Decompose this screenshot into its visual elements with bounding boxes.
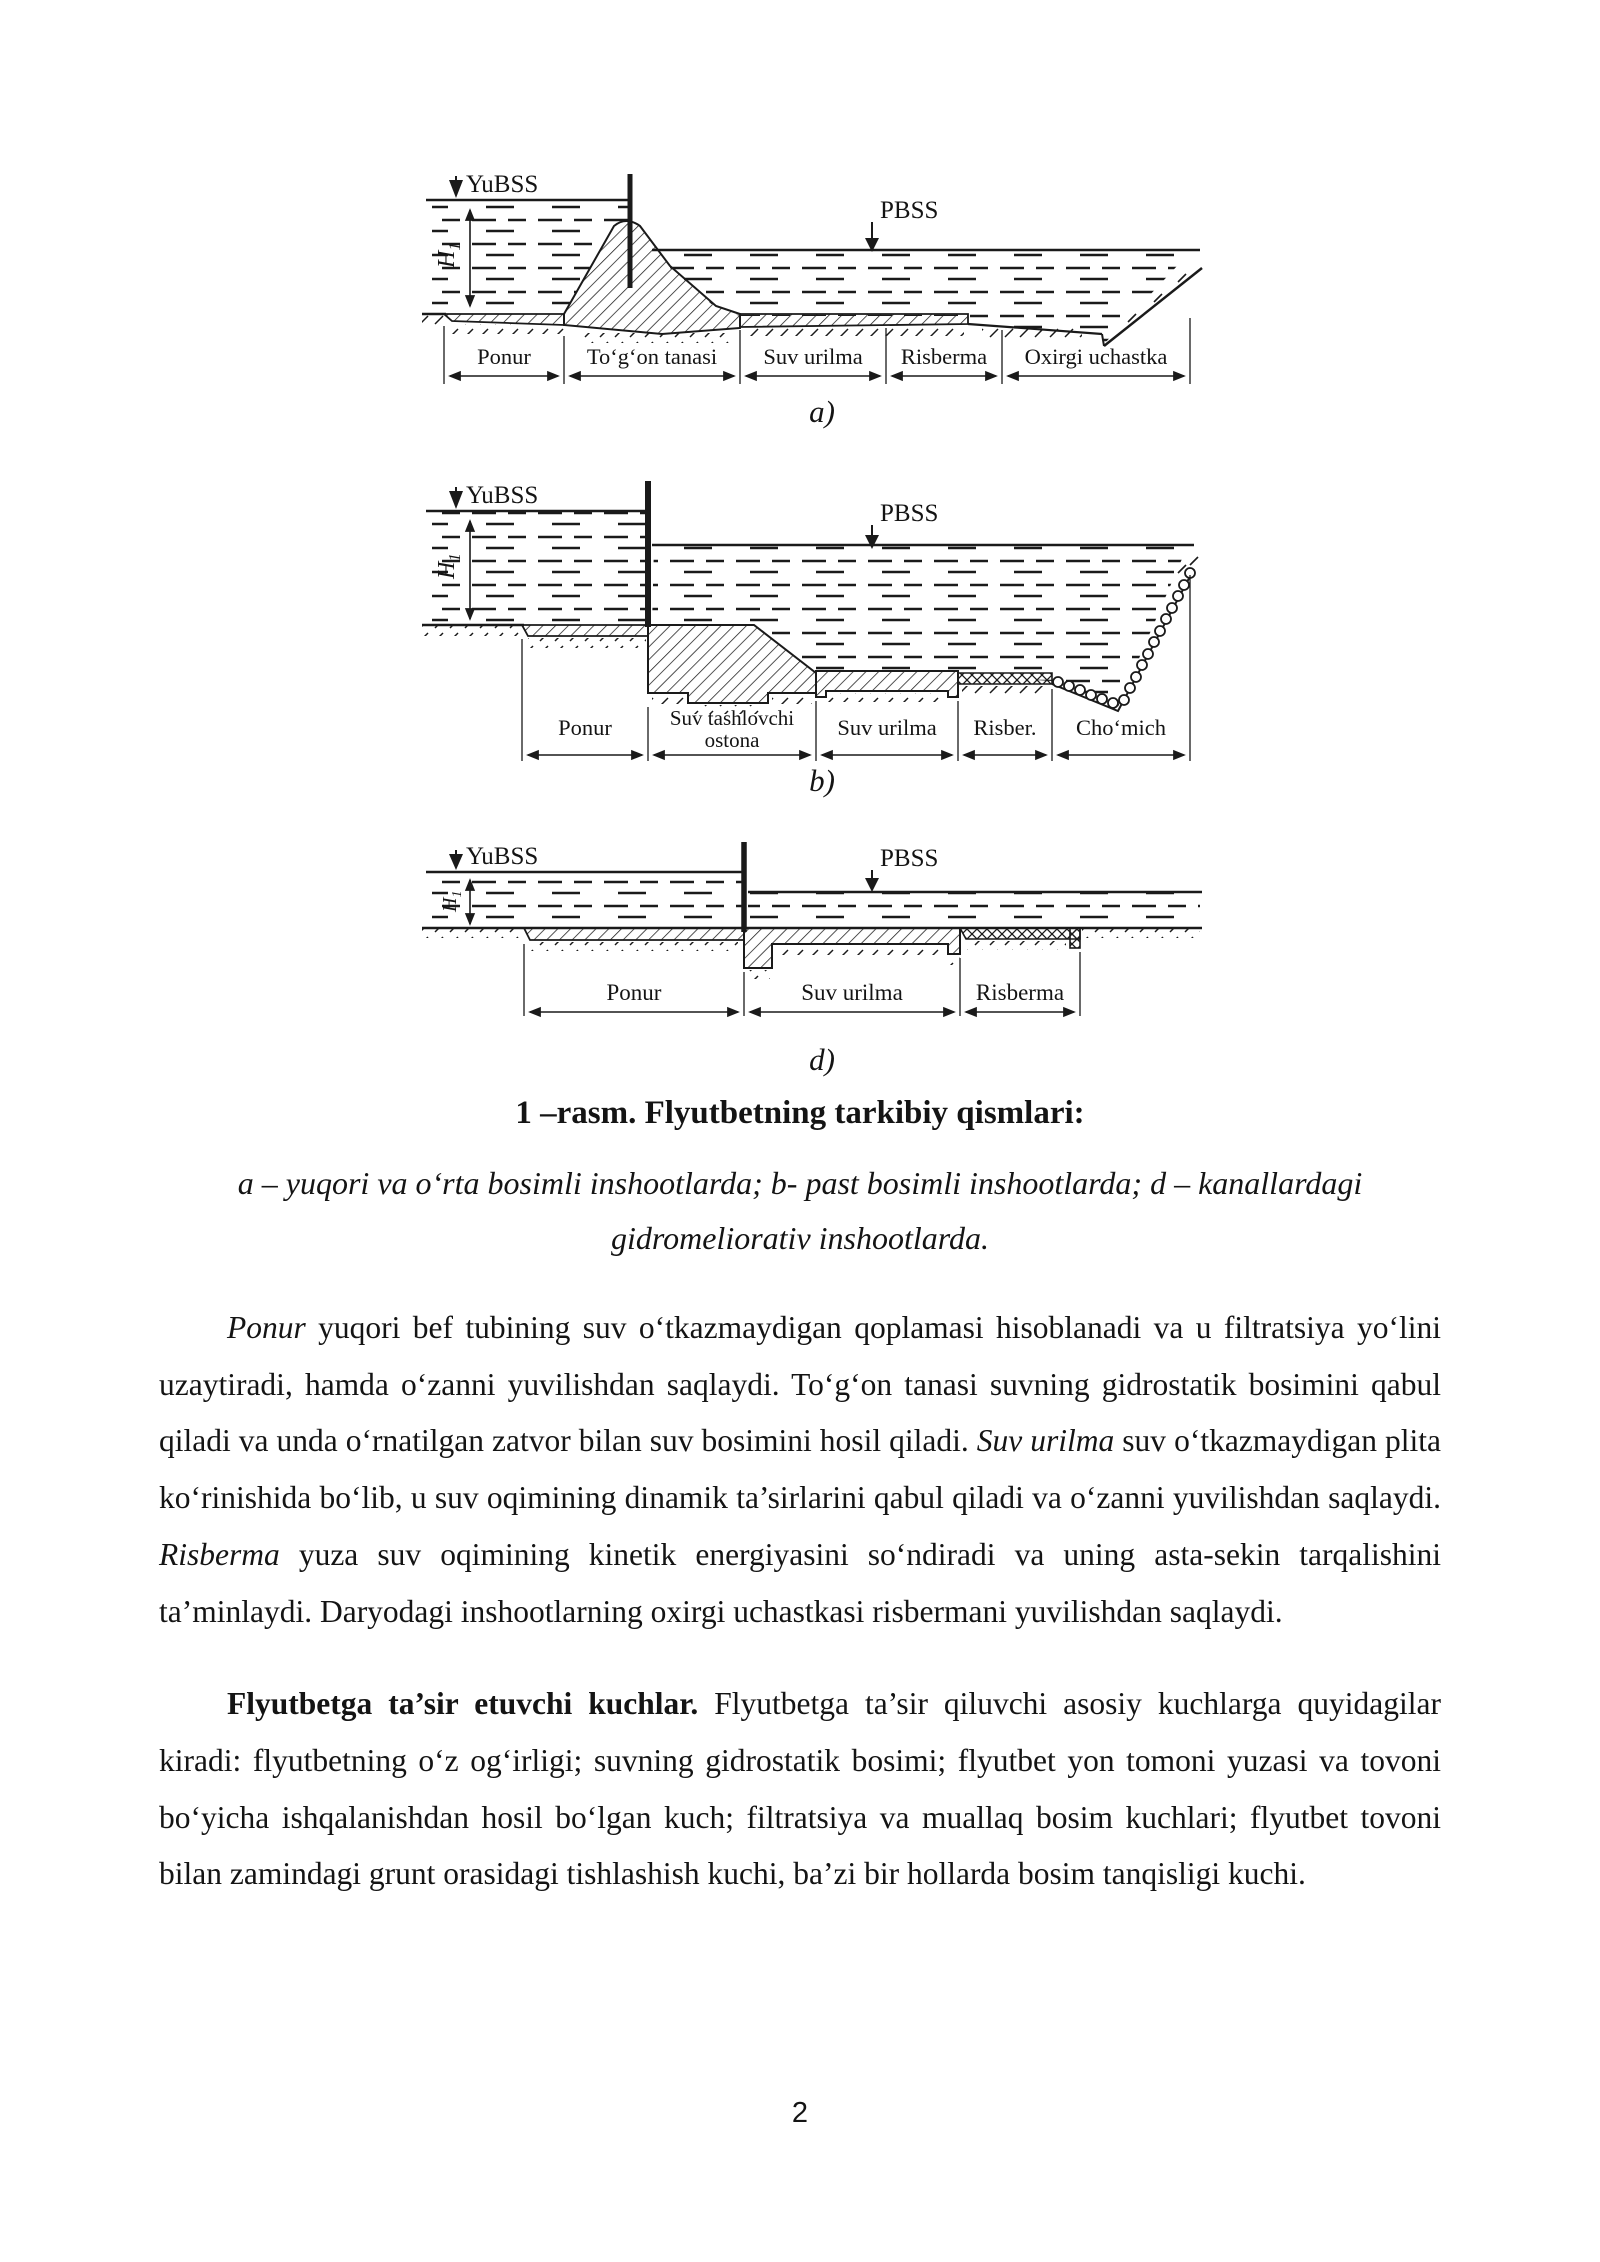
downstream-level-mark-d [865, 845, 938, 892]
stilling-basin-b [816, 671, 958, 702]
head-label-a: $H_1$ [434, 242, 464, 268]
figure-caption-title: 1 –rasm. Flyutbetning tarkibiy qismlari: [515, 1095, 1085, 1131]
text-run: suv oʻtkazmaydigan plita koʻrinishida boʻlib, u suv oqimining dinamik ta’sirlarini qabul qiladi va oʻzanni yuvilishdan saqlaydi. [159, 1423, 1442, 1516]
diagram-d-caption: d) [809, 1042, 835, 1077]
segment-labels-a [477, 344, 1167, 369]
segment-label: Ponur [606, 980, 662, 1005]
diagram-a-caption: a) [809, 394, 835, 429]
segment-label: Toʻgʻon tanasi [586, 344, 718, 369]
apron-structure-a [740, 314, 968, 336]
head-label-d: $H_1$ [439, 890, 465, 912]
diagram-b-caption: b) [809, 763, 835, 798]
segment-label: Suv urilma [837, 715, 937, 740]
segment-label: Ponur [477, 344, 531, 369]
page-number: 2 [791, 2097, 809, 2129]
segment-labels-b [558, 706, 1166, 752]
pbss-label-b: PBSS [880, 500, 939, 527]
body-text [159, 1300, 1441, 1903]
ponur-structure-b [522, 625, 648, 648]
upstream-level-mark-a [449, 171, 538, 198]
risberma-b [958, 673, 1052, 695]
segment-labels-d [607, 980, 1065, 1005]
upstream-level-mark-d [449, 843, 538, 870]
yubss-label-b: YuBSS [466, 482, 539, 509]
yubss-label-a: YuBSS [466, 171, 539, 198]
diagram-a [402, 118, 1242, 396]
segment-label: Suv urilma [801, 980, 903, 1005]
heading-forces: Flyutbetga ta’sir etuvchi kuchlar. [227, 1686, 699, 1722]
downstream-water-d [748, 892, 1202, 926]
yubss-label-d: YuBSS [466, 843, 539, 870]
term-ponur: Ponur [227, 1310, 306, 1346]
segment-label: Risber. [973, 715, 1037, 740]
segment-label: Ponur [558, 715, 612, 740]
segment-label: Risberma [975, 980, 1065, 1005]
diagram-b [402, 435, 1242, 765]
upstream-level-mark-b [449, 482, 538, 509]
paragraph-forces [159, 1676, 1441, 1903]
figure-caption-subtitle: a – yuqori va oʻrta bosimli inshootlarda; b- past bosimli inshootlarda; d – kanallardagi gidromeliorativ inshootlarda. [237, 1165, 1363, 1257]
segment-label: Risberma [900, 344, 988, 369]
segment-label: Suv tashlovchi [669, 706, 795, 730]
term-suv-urilma: Suv urilma [976, 1423, 1115, 1459]
text-run: yuza suv oqimining kinetik energiyasini soʻndiradi va uning asta-sekin tarqalishini ta’minlaydi. Daryodagi inshootlarning oxirgi uchastkasi risbermani yuvilishdan saqlaydi. [159, 1536, 1441, 1629]
head-label-b: $H_1$ [434, 553, 464, 579]
figure-flyutbet-diagrams [402, 118, 1242, 1075]
segment-label: Oxirgi uchastka [1024, 344, 1168, 369]
downstream-level-mark-b [865, 500, 938, 549]
segment-label: Suv urilma [763, 344, 863, 369]
downstream-level-mark-a [865, 197, 938, 252]
term-risberma: Risberma [159, 1536, 280, 1572]
pbss-label-d: PBSS [880, 845, 939, 872]
segment-label: Choʻmich [1076, 715, 1166, 740]
pbss-label-a: PBSS [880, 197, 939, 224]
segment-label: ostona [704, 728, 760, 752]
text-run: Flyutbetga ta’sir qiluvchi asosiy kuchlarga quyidagilar kiradi: flyutbetning oʻz ogʻirligi; suvning gidrostatik bosimi; flyutbet yon tomoni yuzasi va tovoni boʻyicha ishqalanishdan hosil boʻlgan kuch; filtratsiya va muallaq bosim kuchlari; flyutbet tovoni bilan zamindagi grunt orasidagi tishlashish kuchi, ba’zi bir hollarda bosim tanqisligi kuchi. [159, 1686, 1441, 1892]
ponur-structure-d [524, 928, 744, 951]
stilling-basin-d [744, 928, 960, 979]
upstream-water-d [426, 872, 746, 926]
paragraph-flyutbet-parts [159, 1300, 1441, 1640]
text-run: yuqori bef tubining suv oʻtkazmaydigan qoplamasi hisoblanadi va u filtratsiya yoʻlini uzaytiradi, hamda oʻzanni yuvilishdan saqlaydi. Toʻgʻon tanasi suvning gidrostatik bosimini qabul qiladi va unda oʻrnatilgan zatvor bilan suv bosimini hosil qiladi. [159, 1310, 1441, 1459]
risberma-d [960, 928, 1080, 950]
diagram-d [402, 804, 1242, 1044]
ponur-structure-a [444, 314, 564, 334]
